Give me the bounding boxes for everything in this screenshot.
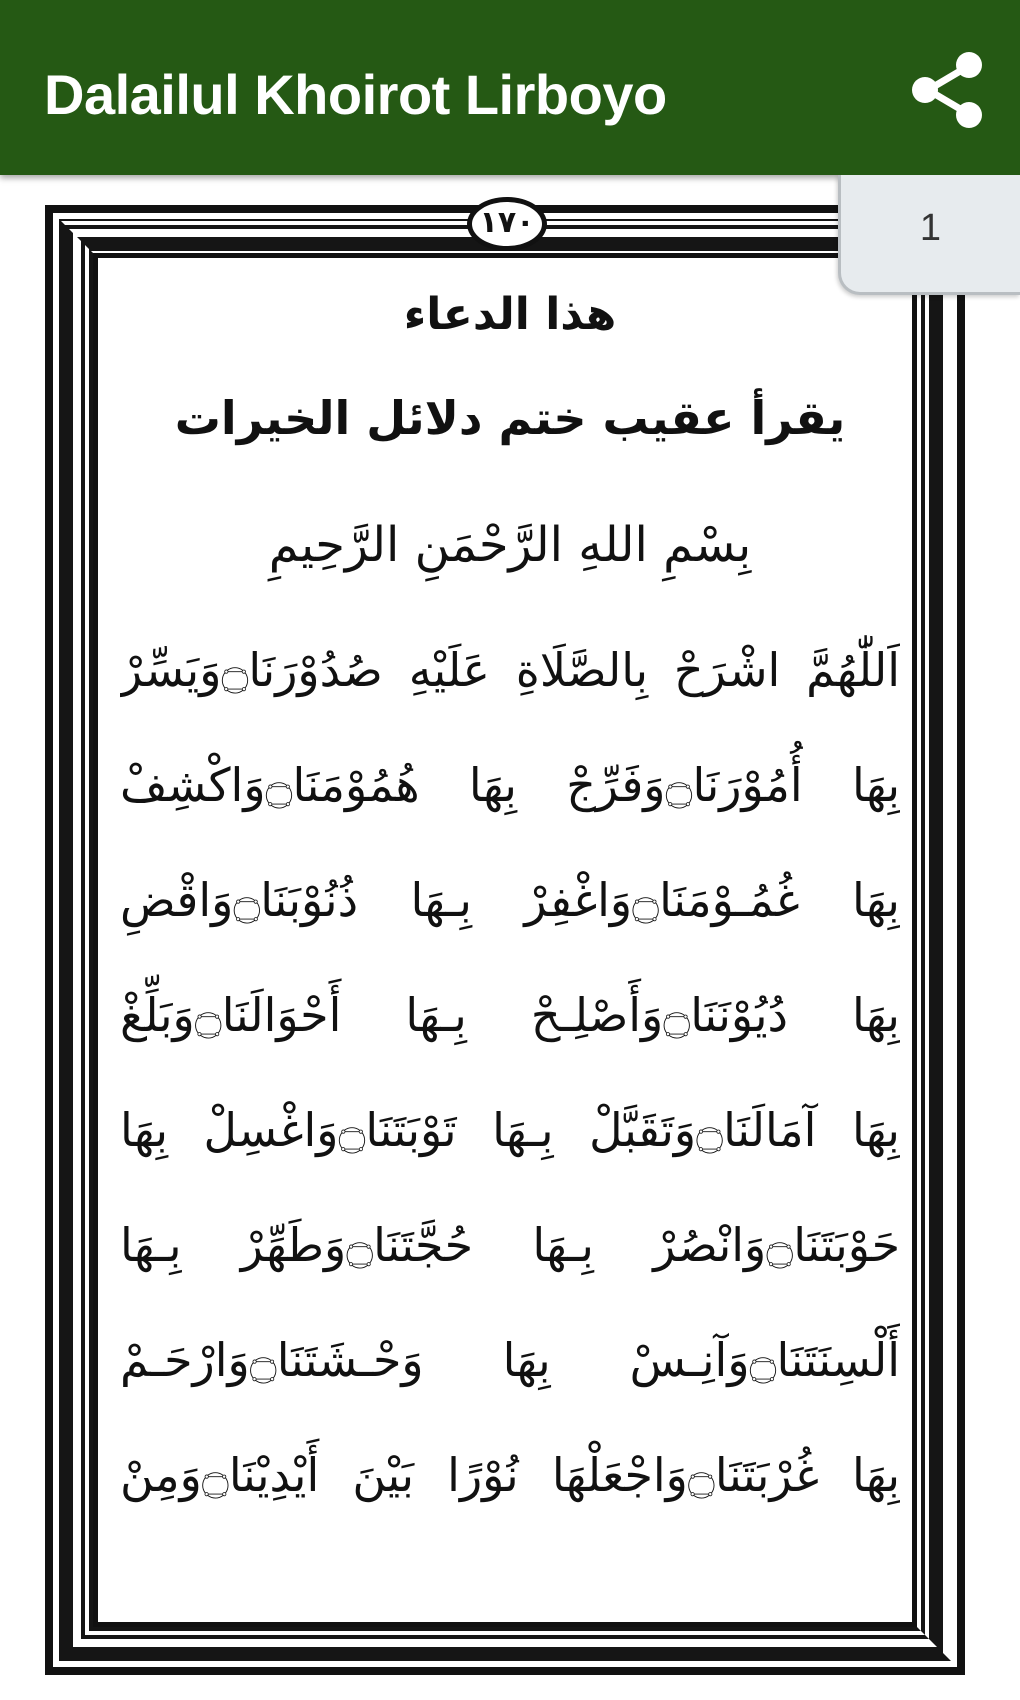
- verse-line: حَوْبَتَنَا۝وَانْصُرْ بِـهَا حُجَّتَنَا۝وَطَهِّرْ بِـهَا: [120, 1218, 900, 1272]
- verse-line: اَللّٰهُمَّ اشْرَحْ بِالصَّلَاةِ عَلَيْهِ صُدُوْرَنَا۝وَيَسِّرْ: [120, 643, 900, 697]
- basmala: بِسْمِ اللهِ الرَّحْمَنِ الرَّحِيمِ: [268, 517, 752, 573]
- page-viewer[interactable]: [0, 175, 1020, 1700]
- verse-lines: [120, 620, 900, 1540]
- verse-line: بِهَا أُمُوْرَنَا۝وَفَرِّجْ بِهَا هُمُوْمَنَا۝وَاكْشِفْ: [120, 758, 900, 812]
- verse-line: بِهَا آمَالَنَا۝وَتَقَبَّلْ بِـهَا تَوْبَتَنَا۝وَاغْسِلْ بِهَا: [120, 1103, 900, 1157]
- verse-line: أَلْسِنَتَنَا۝وَآنِـسْ بِهَا وَحْـشَتَنَا۝وَارْحَـمْ: [120, 1333, 900, 1387]
- app-title: Dalailul Khoirot Lirboyo: [44, 63, 667, 126]
- verse-line: بِهَا غُرْبَتَنَا۝وَاجْعَلْهَا نُوْرًا بَيْنَ أَيْدِيْنَا۝وَمِنْ: [120, 1448, 900, 1502]
- page-indicator[interactable]: [838, 175, 1020, 295]
- verse-line: بِهَا دُيُوْنَنَا۝وَأَصْلِـحْ بِـهَا أَحْوَالَنَا۝وَبَلِّغْ: [120, 988, 900, 1042]
- app-bar: [0, 0, 1020, 175]
- verse-line: بِهَا غُمُـوْمَنَا۝وَاغْفِرْ بِـهَا ذُنُوْبَنَا۝وَاقْضِ: [120, 873, 900, 927]
- share-button[interactable]: [895, 45, 995, 135]
- page-subheading: يقرأ عقيب ختم دلائل الخيرات: [174, 391, 846, 445]
- page-heading: هذا الدعاء: [403, 289, 617, 340]
- page-text: [120, 265, 900, 1605]
- page-indicator-number: 1: [919, 207, 942, 249]
- share-icon: [895, 45, 995, 135]
- printed-page-number: ١٧٠: [467, 197, 547, 251]
